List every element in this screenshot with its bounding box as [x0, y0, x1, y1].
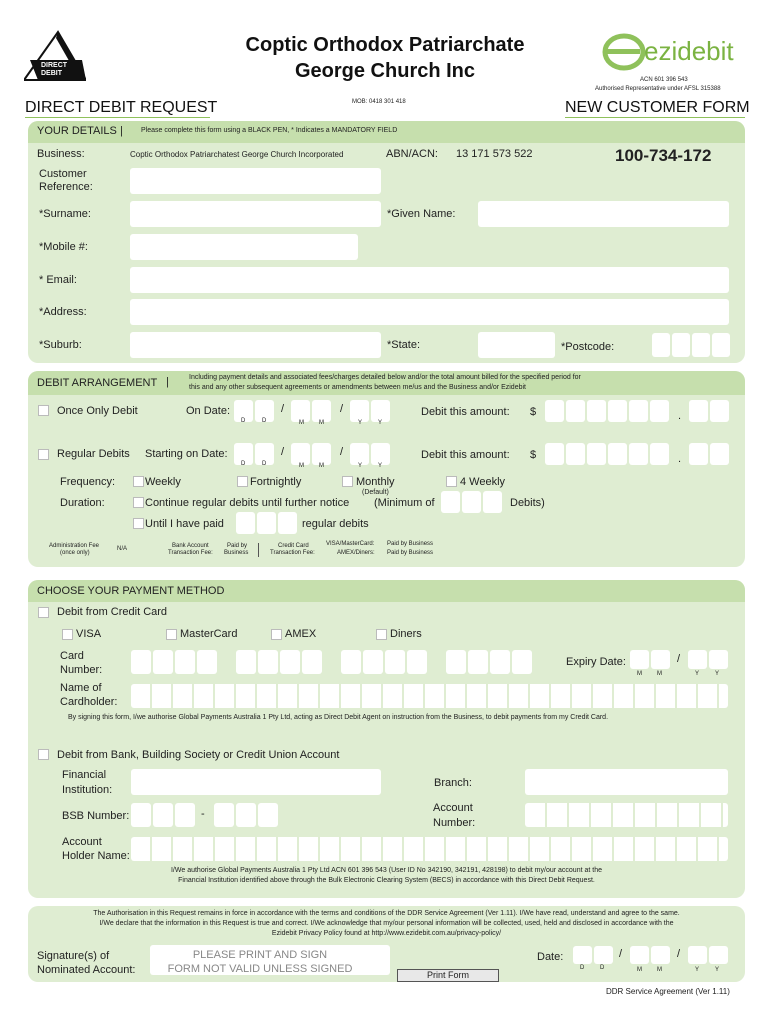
business-value: Coptic Orthodox Patriarchatest George Church Incorporated [130, 150, 344, 159]
address-input[interactable] [130, 299, 729, 325]
regular-amount-box-4[interactable] [608, 443, 627, 465]
signature-label-1: Signature(s) of [37, 950, 110, 962]
expiry-y2[interactable] [709, 650, 728, 669]
given-name-input[interactable] [478, 201, 729, 227]
admin-fee-label-1: Administration Fee [49, 543, 100, 549]
starting-date-label: Starting on Date: [145, 448, 228, 460]
org-title-line2: George Church Inc [294, 60, 476, 82]
admin-fee-value: N/A [117, 546, 128, 552]
until-paid-label: Until I have paid [145, 518, 224, 530]
once-date-m1[interactable] [291, 400, 310, 422]
address-label: *Address: [39, 306, 87, 318]
expiry-m-hint-2: M [657, 671, 662, 677]
frequency-label: Frequency: [60, 476, 116, 488]
bank-fee-value-2: Business [224, 550, 249, 556]
once-y-hint-2: Y [378, 420, 383, 426]
visa-label: VISA [76, 628, 102, 640]
four-weekly-checkbox[interactable] [446, 476, 457, 487]
until-paid-checkbox[interactable] [133, 518, 144, 529]
regular-amount-box-1[interactable] [545, 443, 564, 465]
expiry-m2[interactable] [651, 650, 670, 669]
card-digit-14[interactable] [468, 650, 488, 674]
state-label: *State: [387, 339, 421, 351]
postcode-box-1[interactable] [652, 333, 670, 357]
continue-label: Continue regular debits until further notice [145, 497, 350, 509]
start-m-hint-2: M [319, 463, 324, 469]
cardholder-label-1: Name of [60, 682, 102, 694]
fortnightly-checkbox[interactable] [237, 476, 248, 487]
continue-checkbox[interactable] [133, 497, 144, 508]
ezidebit-logo [600, 30, 750, 75]
financial-institution-label-2: Institution: [62, 784, 113, 796]
account-number-input[interactable] [525, 803, 728, 827]
ezidebit-acn: ACN 601 396 543 [640, 77, 688, 83]
bank-fee-label-2: Transaction Fee: [168, 550, 213, 556]
sig-date-d2[interactable] [594, 946, 613, 964]
financial-institution-label-1: Financial [62, 769, 107, 781]
heading-new-customer-form: NEW CUSTOMER FORM [565, 99, 750, 116]
email-input[interactable] [130, 267, 729, 293]
credit-card-checkbox[interactable] [38, 607, 49, 618]
card-number-label-2: Number: [60, 664, 103, 676]
account-holder-label-2: Holder Name: [62, 850, 130, 862]
once-only-checkbox[interactable] [38, 405, 49, 416]
sig-date-m2[interactable] [651, 946, 670, 964]
minimum-label: (Minimum of [374, 497, 435, 509]
business-label: Business: [37, 148, 85, 160]
bsb-digit-5[interactable] [236, 803, 256, 827]
minimum-box-1[interactable] [441, 491, 460, 513]
once-cents-box-1[interactable] [689, 400, 708, 422]
start-date-slash-2: / [340, 446, 344, 458]
footer-version: DDR Service Agreement (Ver 1.11) [606, 987, 730, 996]
bsb-digit-6[interactable] [258, 803, 278, 827]
card-authorisation-text: By signing this form, I/we authorise Global Payments Australia 1 Pty Ltd, acting as Direct Debit Agent on instruction from the Business, to debit payments from my Credit Card. [68, 714, 609, 721]
surname-input[interactable] [130, 201, 381, 227]
authorisation-line2: I/We declare that the information in this Request is true and correct. I/We acknowledge that my/our personal information will be collected, used, held and disclosed in accordance with the [99, 920, 674, 927]
expiry-m1[interactable] [630, 650, 649, 669]
once-date-slash-2: / [340, 403, 344, 415]
card-digit-7[interactable] [280, 650, 300, 674]
card-digit-5[interactable] [236, 650, 256, 674]
heading-underline-left [25, 117, 210, 118]
sig-d-hint-1: D [580, 965, 585, 971]
expiry-m-hint-1: M [637, 671, 642, 677]
print-sign-notice-2: FORM NOT VALID UNLESS SIGNED [167, 963, 353, 975]
start-d-hint-1: D [241, 461, 246, 467]
regular-debits-checkbox[interactable] [38, 449, 49, 460]
account-holder-input[interactable] [131, 837, 728, 861]
authorisation-line3: Ezidebit Privacy Policy found at http://www.ezidebit.com.au/privacy-policy/ [271, 930, 502, 937]
expiry-y-hint-1: Y [695, 671, 700, 677]
card-digit-6[interactable] [258, 650, 278, 674]
mob-number: MOB: 0418 301 418 [352, 99, 406, 105]
expiry-y-hint-2: Y [715, 671, 720, 677]
given-name-label: *Given Name: [387, 208, 456, 220]
print-form-button[interactable]: Print Form [397, 969, 499, 982]
bsb-digit-2[interactable] [153, 803, 173, 827]
signature-label-2: Nominated Account: [37, 964, 136, 976]
once-amount-box-5[interactable] [629, 400, 648, 422]
start-d-hint-2: D [262, 461, 267, 467]
until-paid-box-2[interactable] [257, 512, 276, 534]
credit-card-label: Debit from Credit Card [57, 606, 168, 618]
customer-reference-input[interactable] [130, 168, 381, 194]
diners-label: Diners [390, 628, 422, 640]
once-date-y1[interactable] [350, 400, 369, 422]
cardholder-name-input[interactable] [131, 684, 728, 708]
start-date-y1[interactable] [350, 443, 369, 465]
bank-authorisation-line1: I/We authorise Global Payments Australia 1 Pty Ltd ACN 601 396 543 (User ID No 342190, 342191, 428198) to debit my/our account at the [170, 867, 603, 874]
monthly-checkbox[interactable] [342, 476, 353, 487]
card-digit-10[interactable] [363, 650, 383, 674]
once-amount-box-6[interactable] [650, 400, 669, 422]
account-holder-label-1: Account [62, 836, 102, 848]
regular-amount-label: Debit this amount: [421, 449, 510, 461]
once-amount-box-3[interactable] [587, 400, 606, 422]
once-amount-box-2[interactable] [566, 400, 585, 422]
regular-dollar: $ [530, 449, 537, 461]
mobile-label: *Mobile #: [39, 241, 88, 253]
debit-arrangement-separator: | [166, 376, 169, 388]
cardholder-label-2: Cardholder: [60, 696, 118, 708]
start-date-m1[interactable] [291, 443, 310, 465]
amex-checkbox[interactable] [271, 629, 282, 640]
weekly-checkbox[interactable] [133, 476, 144, 487]
sig-date-slash-1: / [619, 948, 623, 960]
email-label: * Email: [39, 274, 77, 286]
suburb-label: *Suburb: [39, 339, 82, 351]
regular-cents-box-2[interactable] [710, 443, 729, 465]
your-details-instruction: Please complete this form using a BLACK PEN, * Indicates a MANDATORY FIELD [141, 127, 398, 134]
authorisation-line1: The Authorisation in this Request remains in force in accordance with the terms and conditions of the DDR Service Agreement (Ver 1.11). I/We have read, understand and agree to the same. [93, 910, 680, 917]
card-digit-3[interactable] [175, 650, 195, 674]
once-amount-label: Debit this amount: [421, 406, 510, 418]
bsb-dash: - [201, 808, 205, 820]
once-cents-box-2[interactable] [710, 400, 729, 422]
expiry-date-label: Expiry Date: [566, 656, 626, 668]
monthly-label: Monthly [356, 476, 395, 488]
visa-mc-fee-label: VISA/MasterCard: [326, 541, 375, 547]
admin-fee-label-2: (once only) [60, 550, 90, 556]
visa-mc-fee-value: Paid by Business [387, 541, 434, 547]
bank-fee-label-1: Bank Account [172, 543, 209, 549]
expiry-y1[interactable] [688, 650, 707, 669]
print-sign-notice-1: PLEASE PRINT AND SIGN [192, 949, 328, 961]
visa-checkbox[interactable] [62, 629, 73, 640]
card-digit-13[interactable] [446, 650, 466, 674]
regular-amount-box-3[interactable] [587, 443, 606, 465]
bank-authorisation-line2: Financial Institution identified above through the Bulk Electronic Clearing System (BECS) in accordance with this Direct Debit Request. [178, 877, 595, 884]
once-m-hint-1: M [299, 420, 304, 426]
branch-label: Branch: [434, 777, 472, 789]
card-digit-1[interactable] [131, 650, 151, 674]
signature-date-label: Date: [537, 951, 564, 963]
financial-institution-input[interactable] [131, 769, 381, 795]
reference-number: 100-734-172 [615, 146, 712, 165]
branch-input[interactable] [525, 769, 728, 795]
suburb-input[interactable] [130, 332, 381, 358]
sig-m-hint-2: M [657, 967, 662, 973]
on-date-label: On Date: [186, 405, 231, 417]
regular-amount-box-6[interactable] [650, 443, 669, 465]
fee-divider [258, 543, 259, 557]
ezidebit-e-icon [600, 30, 646, 74]
sig-y-hint-2: Y [715, 967, 720, 973]
minimum-box-2[interactable] [462, 491, 481, 513]
amex-label: AMEX [285, 628, 317, 640]
card-digit-9[interactable] [341, 650, 361, 674]
start-m-hint-1: M [299, 463, 304, 469]
sig-date-y2[interactable] [709, 946, 728, 964]
mastercard-checkbox[interactable] [166, 629, 177, 640]
postcode-label: *Postcode: [561, 341, 615, 353]
regular-decimal-point: . [678, 453, 682, 465]
state-input[interactable] [478, 332, 555, 358]
card-fee-label-1: Credit Card [278, 543, 309, 549]
regular-debits-suffix: regular debits [302, 518, 369, 530]
debit-note-line2: this and any other subsequent agreements or amendments between me/us and the Business and/or Ezidebit [189, 384, 526, 391]
customer-ref-label-2: Reference: [39, 181, 93, 193]
ezidebit-afsl: Authorised Representative under AFSL 315388 [595, 86, 721, 92]
bank-account-label: Debit from Bank, Building Society or Credit Union Account [57, 749, 340, 761]
once-amount-box-4[interactable] [608, 400, 627, 422]
start-date-slash-1: / [281, 446, 285, 458]
bank-fee-value-1: Paid by [227, 543, 248, 549]
sig-date-slash-2: / [677, 948, 681, 960]
until-paid-box-3[interactable] [278, 512, 297, 534]
card-digit-15[interactable] [490, 650, 510, 674]
once-d-hint-2: D [262, 418, 267, 424]
account-number-label-2: Number: [433, 817, 476, 829]
once-decimal-point: . [678, 410, 682, 422]
amex-diners-fee-label: AMEX/Diners: [337, 550, 375, 556]
four-weekly-label: 4 Weekly [460, 476, 506, 488]
regular-debits-label: Regular Debits [57, 448, 130, 460]
once-date-y2[interactable] [371, 400, 390, 422]
card-digit-2[interactable] [153, 650, 173, 674]
start-date-y2[interactable] [371, 443, 390, 465]
card-digit-8[interactable] [302, 650, 322, 674]
card-digit-11[interactable] [385, 650, 405, 674]
card-digit-16[interactable] [512, 650, 532, 674]
amex-diners-fee-value: Paid by Business [387, 550, 434, 556]
heading-direct-debit-request: DIRECT DEBIT REQUEST [25, 99, 218, 116]
postcode-box-2[interactable] [672, 333, 690, 357]
surname-label: *Surname: [39, 208, 91, 220]
sig-d-hint-2: D [600, 965, 605, 971]
your-details-title: YOUR DETAILS [37, 125, 117, 137]
once-only-label: Once Only Debit [57, 405, 138, 417]
bsb-label: BSB Number: [62, 810, 130, 822]
weekly-label: Weekly [145, 476, 181, 488]
expiry-slash: / [677, 653, 681, 665]
duration-label: Duration: [60, 497, 105, 509]
bank-account-checkbox[interactable] [38, 749, 49, 760]
org-title-line1: Coptic Orthodox Patriarchate [245, 34, 525, 56]
abn-value: 13 171 573 522 [456, 148, 533, 160]
regular-amount-box-2[interactable] [566, 443, 585, 465]
logo-direct-text: DIRECT [41, 62, 68, 69]
postcode-box-3[interactable] [692, 333, 710, 357]
debit-note-line1: Including payment details and associated fees/charges detailed below and/or the total amount billed for the specified period for [189, 374, 581, 381]
sig-date-d1[interactable] [573, 946, 592, 964]
ezidebit-wordmark: ezidebit [644, 36, 734, 66]
sig-date-y1[interactable] [688, 946, 707, 964]
bsb-digit-1[interactable] [131, 803, 151, 827]
sig-m-hint-1: M [637, 967, 642, 973]
card-number-label-1: Card [60, 650, 84, 662]
fortnightly-label: Fortnightly [250, 476, 302, 488]
card-digit-4[interactable] [197, 650, 217, 674]
postcode-box-4[interactable] [712, 333, 730, 357]
sig-date-m1[interactable] [630, 946, 649, 964]
logo-debit-text: DEBIT [41, 70, 62, 77]
once-m-hint-2: M [319, 420, 324, 426]
payment-method-title: CHOOSE YOUR PAYMENT METHOD [37, 585, 225, 597]
account-number-label-1: Account [433, 802, 473, 814]
start-y-hint-1: Y [358, 463, 363, 469]
once-y-hint-1: Y [358, 420, 363, 426]
debit-arrangement-title: DEBIT ARRANGEMENT [37, 377, 158, 389]
until-paid-box-1[interactable] [236, 512, 255, 534]
bsb-digit-4[interactable] [214, 803, 234, 827]
start-y-hint-2: Y [378, 463, 383, 469]
regular-cents-box-1[interactable] [689, 443, 708, 465]
mastercard-label: MasterCard [180, 628, 238, 640]
sig-y-hint-1: Y [695, 967, 700, 973]
diners-checkbox[interactable] [376, 629, 387, 640]
once-dollar: $ [530, 406, 537, 418]
your-details-separator: | [120, 125, 123, 137]
mobile-input[interactable] [130, 234, 358, 260]
once-amount-box-1[interactable] [545, 400, 564, 422]
monthly-default: (Default) [362, 489, 389, 496]
start-date-m2[interactable] [312, 443, 331, 465]
card-digit-12[interactable] [407, 650, 427, 674]
once-date-m2[interactable] [312, 400, 331, 422]
debits-label: Debits) [510, 497, 545, 509]
customer-ref-label-1: Customer [39, 168, 87, 180]
card-fee-label-2: Transaction Fee: [270, 550, 315, 556]
direct-debit-logo [24, 30, 86, 84]
bsb-digit-3[interactable] [175, 803, 195, 827]
once-d-hint-1: D [241, 418, 246, 424]
abn-label: ABN/ACN: [386, 148, 438, 160]
minimum-box-3[interactable] [483, 491, 502, 513]
regular-amount-box-5[interactable] [629, 443, 648, 465]
heading-underline-right [565, 117, 745, 118]
once-date-slash-1: / [281, 403, 285, 415]
